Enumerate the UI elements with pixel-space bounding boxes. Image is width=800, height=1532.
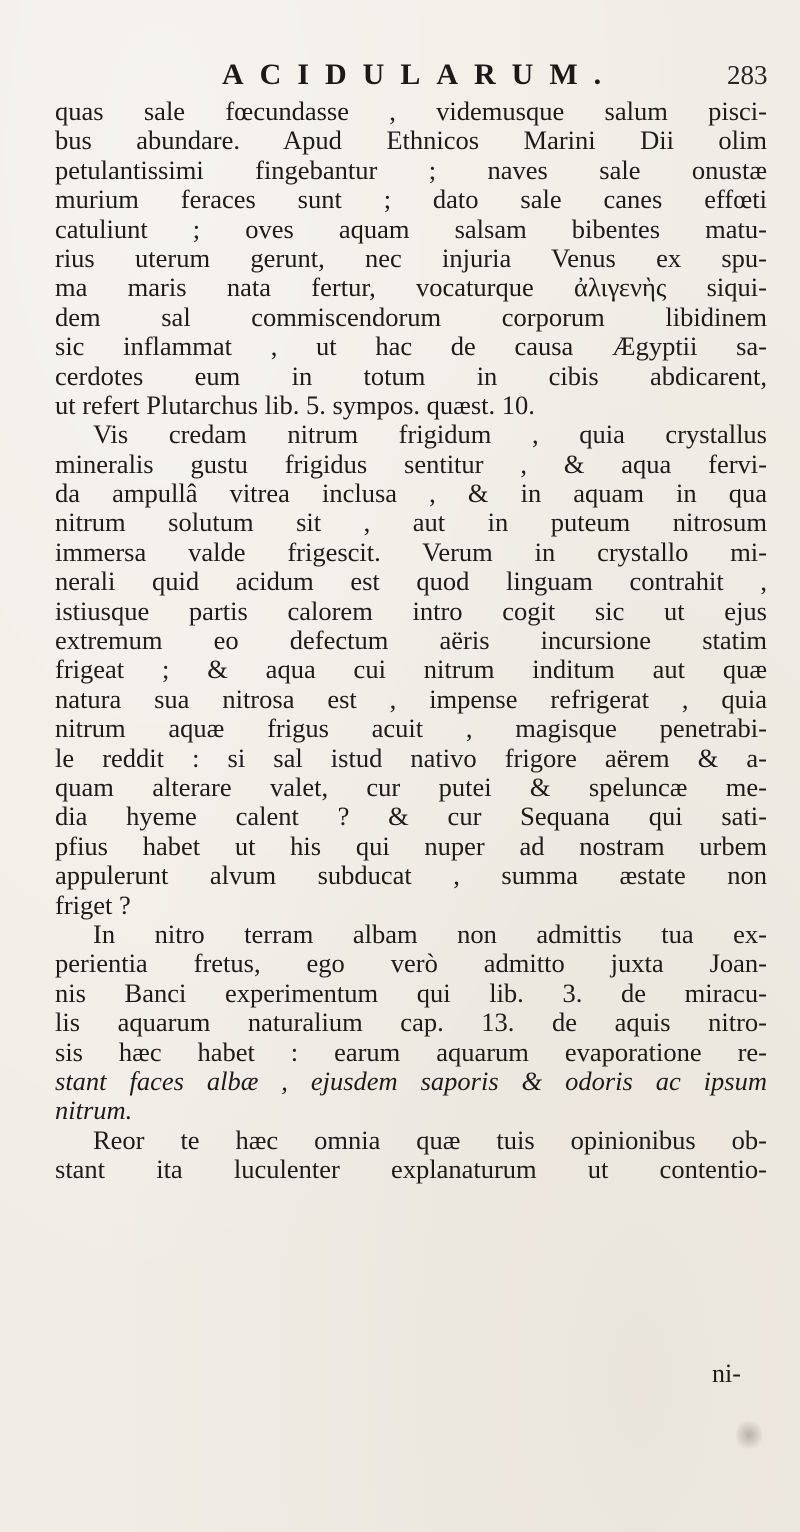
text-line: dia hyeme calent ? & cur Sequana qui sati-	[55, 801, 767, 832]
text-line: ut refert Plutarchus lib. 5. sympos. quæst. 10.	[55, 389, 535, 420]
text-line: da ampullâ vitrea inclusa , & in aquam in qua	[55, 478, 767, 509]
body-text	[55, 97, 767, 1184]
text-line: catuliunt ; oves aquam salsam bibentes matu-	[55, 213, 767, 244]
running-title: ACIDULARUM.	[222, 58, 618, 91]
text-line: mineralis gustu frigidus sentitur , & aqua fervi-	[55, 448, 767, 479]
text-line: nerali quid acidum est quod linguam contrahit ,	[55, 566, 767, 597]
text-line: perientia fretus, ego verò admitto juxta Joan-	[55, 948, 767, 979]
text-line: appulerunt alvum subducat , summa æstate non	[55, 860, 767, 891]
text-line: In nitro terram albam non admittis tua ex-	[93, 918, 767, 949]
text-line: sic inflammat , ut hac de causa Ægyptii sa-	[55, 331, 767, 362]
text-line: murium feraces sunt ; dato sale canes effœti	[55, 184, 767, 215]
text-line: lis aquarum naturalium cap. 13. de aquis nitro-	[55, 1007, 767, 1038]
text-line: nitrum.	[55, 1095, 133, 1126]
text-line: frigeat ; & aqua cui nitrum inditum aut quæ	[55, 654, 767, 685]
catchword: ni-	[712, 1359, 741, 1388]
text-line: immersa valde frigescit. Verum in crystallo mi-	[55, 536, 767, 567]
text-line: istiusque partis calorem intro cogit sic ut ejus	[55, 595, 767, 626]
text-line: le reddit : si sal istud nativo frigore aërem & a-	[55, 742, 767, 773]
text-line: Vis credam nitrum frigidum , quia crystallus	[93, 419, 767, 450]
text-line: nitrum aquæ frigus acuit , magisque penetrabi-	[55, 713, 767, 744]
text-line: extremum eo defectum aëris incursione statim	[55, 625, 767, 656]
ink-smudge	[736, 1418, 762, 1452]
text-line: nis Banci experimentum qui lib. 3. de miracu-	[55, 977, 767, 1008]
text-line: ma maris nata fertur, vocaturque ἀλιγενὴς siqui-	[55, 272, 767, 303]
text-line: dem sal commiscendorum corporum libidinem	[55, 301, 767, 332]
text-line: petulantissimi fingebantur ; naves sale onustæ	[55, 154, 767, 185]
text-line: sis hæc habet : earum aquarum evaporatione re-	[55, 1036, 767, 1067]
text-line: stant faces albæ , ejusdem saporis & odoris ac ipsum	[55, 1065, 767, 1096]
text-line: quam alterare valet, cur putei & speluncæ me-	[55, 771, 767, 802]
text-line: nitrum solutum sit , aut in puteum nitrosum	[55, 507, 767, 538]
text-line: rius uterum gerunt, nec injuria Venus ex spu-	[55, 242, 767, 273]
text-line: pfius habet ut his qui nuper ad nostram urbem	[55, 830, 767, 861]
text-line: natura sua nitrosa est , impense refrigerat , quia	[55, 683, 767, 714]
text-line: bus abundare. Apud Ethnicos Marini Dii olim	[55, 125, 767, 156]
text-line: quas sale fœcundasse , videmusque salum pisci-	[55, 96, 767, 126]
text-line: stant ita luculenter explanaturum ut contentio-	[55, 1154, 767, 1185]
text-line: friget ?	[55, 889, 131, 920]
page-number: 283	[727, 60, 768, 90]
text-line: Reor te hæc omnia quæ tuis opinionibus ob-	[93, 1124, 767, 1155]
text-line: cerdotes eum in totum in cibis abdicarent,	[55, 360, 767, 391]
